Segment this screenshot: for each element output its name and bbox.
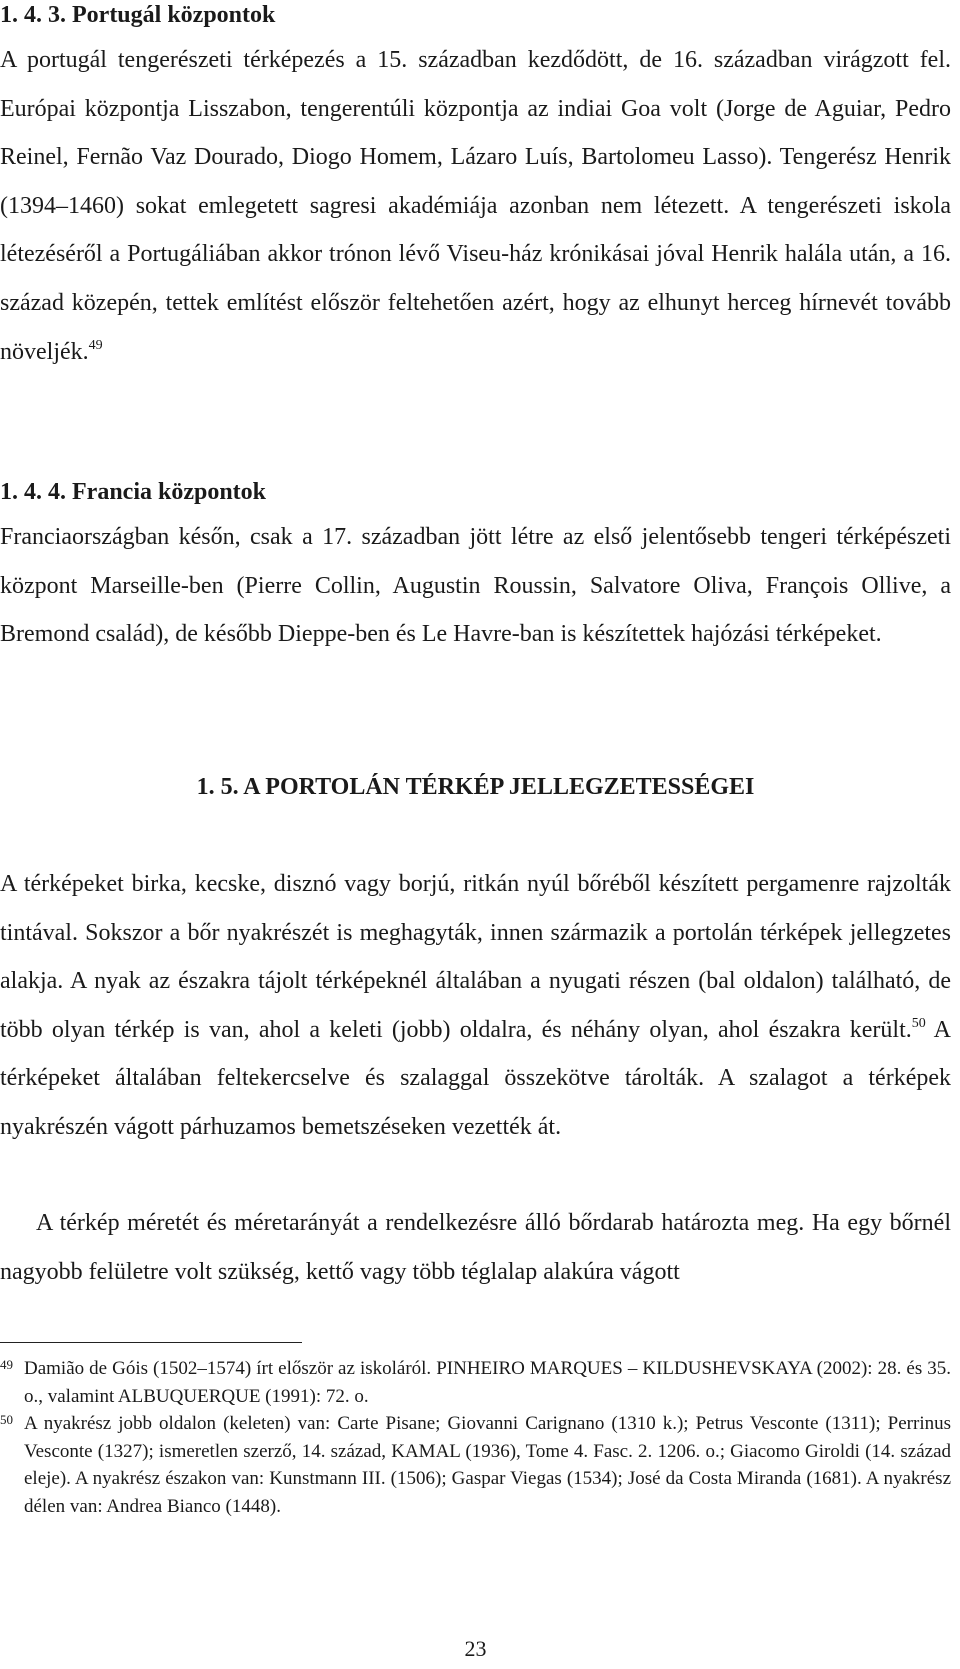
footnote-separator [0,1342,302,1343]
paragraph-french: Franciaországban későn, csak a 17. században jött létre az első jelentősebb tengeri térképészeti központ Marseille-ben (Pierre Collin, Augustin Roussin, Salvatore Oliva, François Ollive, a Bremond család), de később Dieppe-ben és Le Havre-ban is készítettek hajózási térképeket. [0,524,951,648]
heading-french-centers: 1. 4. 4. Francia központok [0,479,267,505]
footnote-ref-49[interactable]: 49 [88,337,103,353]
paragraph-parchment-text-b: A térképeket általában feltekercselve és szalaggal összekötve tárolták. A szalagot a térképek nyakrészén vágott párhuzamos bemetszéseken vezették át. [0,1016,951,1140]
heading-portolan-characteristics: 1. 5. A PORTOLÁN TÉRKÉP JELLEGZETESSÉGEI [196,774,755,800]
paragraph-portugal [0,36,951,376]
footnote-number: 49 [0,1357,13,1372]
heading-portugal-centers: 1. 4. 3. Portugál központok [0,2,276,28]
footnote-text: Damião de Góis (1502–1574) írt először az iskoláról. PINHEIRO MARQUES – KILDUSHEVSKAYA (2002): 28. és 35. o., valamint ALBUQUERQUE (1991): 72. o. [24,1358,951,1407]
footnote-number: 50 [0,1412,13,1427]
footnote-49 [0,1355,951,1410]
paragraph-parchment [0,860,951,1152]
footnote-50 [0,1410,951,1520]
paragraph-size: A térkép méretét és méretarányát a rendelkezésre álló bőrdarab határozta meg. Ha egy bőrnél nagyobb felületre volt szükség, kettő vagy több téglalap alakúra vágott [0,1210,951,1285]
paragraph-portugal-text: A portugál tengerészeti térképezés a 15. században kezdődött, de 16. században virágzott fel. Európai központja Lisszabon, tengerentúli központja az indiai Goa volt (Jorge de Aguiar, Pedro Reinel, Fernão Vaz Dourado, Diogo Homem, Lázaro Luís, Bartolomeu Lasso). Tengerész Henrik (1394–1460) sokat emlegetett sagresi akadémiája azonban nem létezett. A tengerészeti iskola létezéséről a Portugáliában akkor trónon lévő Viseu-ház krónikásai jóval Henrik halála után, a 16. század közepén, tettek említést először feltehetően azért, hogy az elhunyt herceg hírnevét tovább növeljék. [0,47,951,365]
paragraph-parchment-text-a: A térképeket birka, kecske, disznó vagy borjú, ritkán nyúl bőréből készített pergamenre rajzolták tintával. Sokszor a bőr nyakrészét is meghagyták, innen származik a portolán térképek jellegzetes alakja. A nyak az északra tájolt térképeknél általában a nyugati részen (bal oldalon) található, de több olyan térkép is van, ahol a keleti (jobb) oldalra, és néhány olyan, ahol északra került. [0,871,951,1043]
page-number: 23 [464,1636,487,1661]
footnote-text: A nyakrész jobb oldalon (keleten) van: Carte Pisane; Giovanni Carignano (1310 k.); Petrus Vesconte (1311); Perrinus Vesconte (1327); ismeretlen szerző, 14. század, KAMAL (1936), Tome 4. Fasc. 2. 1206. o.; Giacomo Giroldi (14. század eleje). A nyakrész északon van: Kunstmann III. (1506); Gaspar Viegas (1534); José da Costa Miranda (1681). A nyakrész délen van: Andrea Bianco (1448). [24,1413,951,1517]
footnote-ref-50[interactable]: 50 [911,1015,926,1031]
